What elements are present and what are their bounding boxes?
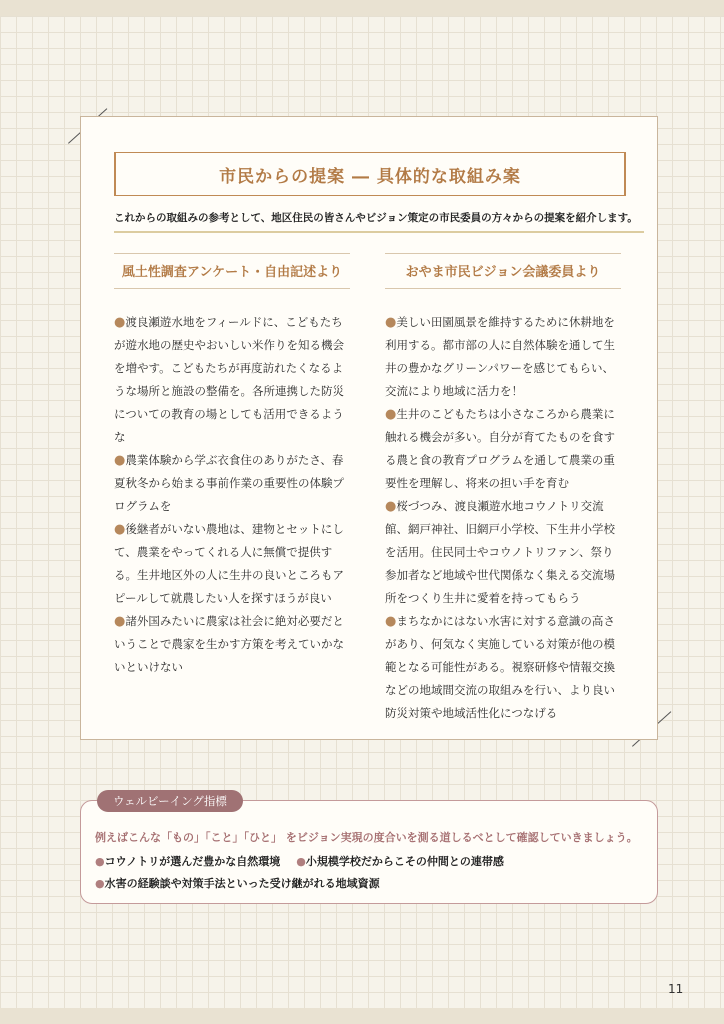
column-heading-survey: 風土性調査アンケート・自由記述より (114, 253, 350, 289)
bullet-icon: ● (114, 522, 126, 537)
proposal-card (80, 116, 658, 740)
top-band (0, 0, 724, 16)
bullet-icon: ● (95, 855, 105, 868)
wellbeing-line (95, 853, 504, 869)
section-title: 市民からの提案 ― 具体的な取組み案 (114, 152, 626, 196)
list-item: ●後継者がいない農地は、建物とセットにして、農業をやってくれる人に無償で提供する。生井地区外の人に生井の良いところもアピールして就農したい人を探すほうが良い (114, 522, 344, 605)
wellbeing-item: 水害の経験談や対策手法といった受け継がれる地域資源 (104, 877, 380, 890)
wellbeing-box (80, 794, 658, 904)
list-item: ●生井のこどもたちは小さなころから農業に触れる機会が多い。自分が育てたものを食する農と食の教育プログラムを通して農業の重要性を理解し、将来の担い手を育む (385, 407, 615, 490)
wellbeing-item: 小規模学校だからこその仲間との連帯感 (305, 855, 504, 868)
bottom-band (0, 1008, 724, 1024)
column-body-survey (114, 311, 350, 679)
list-item: ●まちなかにはない水害に対する意識の高さがあり、何気なく実施している対策が他の模範となる可能性がある。視察研修や情報交換などの地域間交流の取組みを行い、より良い防災対策や地域活性化につなげる (385, 614, 615, 720)
bullet-icon: ● (385, 407, 397, 422)
wellbeing-line (95, 875, 380, 891)
list-item: ●桜づつみ、渡良瀬遊水地コウノトリ交流館、網戸神社、旧網戸小学校、下生井小学校を活用。住民同士やコウノトリファン、祭り参加者など地域や世代関係なく集える交流場所をつくり生井に愛着を持ってもらう (385, 499, 615, 605)
list-item: ●美しい田園風景を維持するために休耕地を利用する。都市部の人に自然体験を通して生井の豊かなグリーンパワーを感じてもらい、交流により地域に活力を！ (385, 315, 615, 398)
bullet-icon: ● (114, 453, 126, 468)
bullet-icon: ● (385, 499, 397, 514)
intro-text: これからの取組みの参考として、地区住民の皆さんやビジョン策定の市民委員の方々からの提案を紹介します。 (114, 210, 644, 233)
column-survey (114, 253, 350, 679)
column-committee (385, 253, 621, 725)
wellbeing-lead: 例えばこんな「もの」「こと」「ひと」 をビジョン実現の度合いを測る道しるべとして確認していきましょう。 (95, 831, 638, 844)
column-body-committee (385, 311, 621, 725)
bullet-icon: ● (114, 315, 126, 330)
page-number: 11 (668, 982, 684, 996)
list-item: ●農業体験から学ぶ衣食住のありがたさ、春夏秋冬から始まる事前作業の重要性の体験プログラムを (114, 453, 344, 513)
bullet-icon: ● (385, 614, 397, 629)
bullet-icon: ● (95, 877, 105, 890)
wellbeing-item: コウノトリが選んだ豊かな自然環境 (104, 855, 281, 868)
bullet-icon: ● (385, 315, 397, 330)
bullet-icon: ● (296, 855, 306, 868)
wellbeing-tag: ウェルビーイング指標 (97, 790, 243, 812)
list-item: ●渡良瀬遊水地をフィールドに、こどもたちが遊水地の歴史やおいしい米作りを知る機会を増やす。こどもたちが再度訪れたくなるような場所と施設の整備を。各所連携した防災についての教育の場としても活用できるような (114, 315, 344, 444)
bullet-icon: ● (114, 614, 126, 629)
column-heading-committee: おやま市民ビジョン会議委員より (385, 253, 621, 289)
list-item: ●諸外国みたいに農家は社会に絶対必要だということで農家を生かす方策を考えていかないといけない (114, 614, 344, 674)
